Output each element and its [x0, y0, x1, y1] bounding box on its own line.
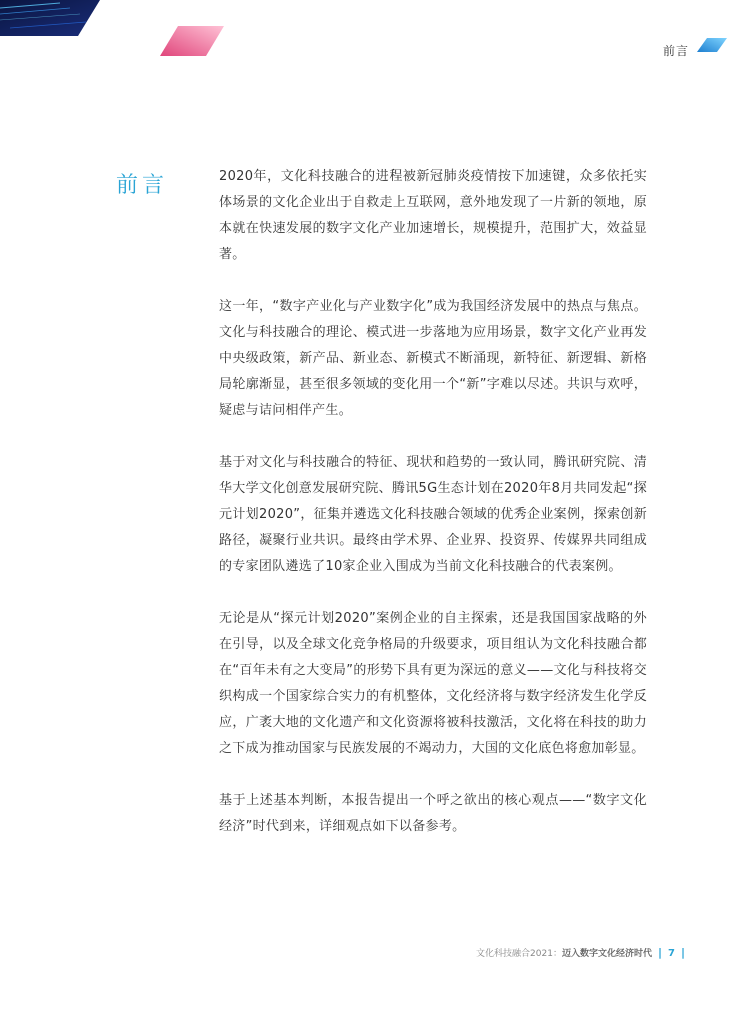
blue-slash-decoration	[697, 38, 727, 52]
footer-report-name: 文化科技融合2021：	[476, 949, 562, 959]
section-title: 前言	[116, 173, 169, 198]
paragraph: 基于上述基本判断，本报告提出一个呼之欲出的核心观点——“数字文化经济”时代到来，详细观点如下以备参考。	[219, 793, 647, 834]
pink-slash-decoration	[160, 26, 224, 56]
paragraph: 这一年，“数字产业化与产业数字化”成为我国经济发展中的热点与焦点。文化与科技融合的理论、模式进一步落地为应用场景，数字文化产业再发中央级政策，新产品、新业态、新模式不断涌现，新特征、新逻辑、新格局轮廓渐显，甚至很多领域的变化用一个“新”字难以尽述。共识与欢呼，疑虑与诘问相伴产生。	[219, 299, 647, 418]
paragraph: 基于对文化与科技融合的特征、现状和趋势的一致认同，腾讯研究院、清华大学文化创意发展研究院、腾讯5G生态计划在2020年8月共同发起“探元计划2020”，征集并遴选文化科技融合领域的优秀企业案例，探索创新路径，凝聚行业共识。最终由学术界、企业界、投资界、传媒界共同组成的专家团队遴选了10家企业入围成为当前文化科技融合的代表案例。	[219, 455, 647, 574]
paragraph: 2020年，文化科技融合的进程被新冠肺炎疫情按下加速键，众多依托实体场景的文化企业出于自救走上互联网，意外地发现了一片新的领地，原本就在快速发展的数字文化产业加速增长，规模提升，范围扩大，效益显著。	[219, 169, 647, 262]
page-number: 7	[668, 948, 675, 959]
page-footer	[476, 946, 691, 959]
footer-divider: |	[657, 946, 662, 959]
paragraph: 无论是从“探元计划2020”案例企业的自主探索，还是我国国家战略的外在引导，以及全球文化竞争格局的升级要求，项目组认为文化科技融合都在“百年未有之大变局”的形势下具有更为深远的意义——文化与科技将交织构成一个国家综合实力的有机整体，文化经济将与数字经济发生化学反应，广袤大地的文化遗产和文化资源将被科技激活，文化将在科技的助力之下成为推动国家与民族发展的不竭动力，大国的文化底色将愈加彰显。	[219, 611, 647, 756]
corner-decoration	[0, 0, 110, 36]
footer-divider: |	[680, 946, 685, 959]
footer-report-subtitle: 迈入数字文化经济时代	[561, 949, 652, 959]
body-text	[219, 164, 647, 866]
header-section-label: 前言	[662, 44, 689, 58]
